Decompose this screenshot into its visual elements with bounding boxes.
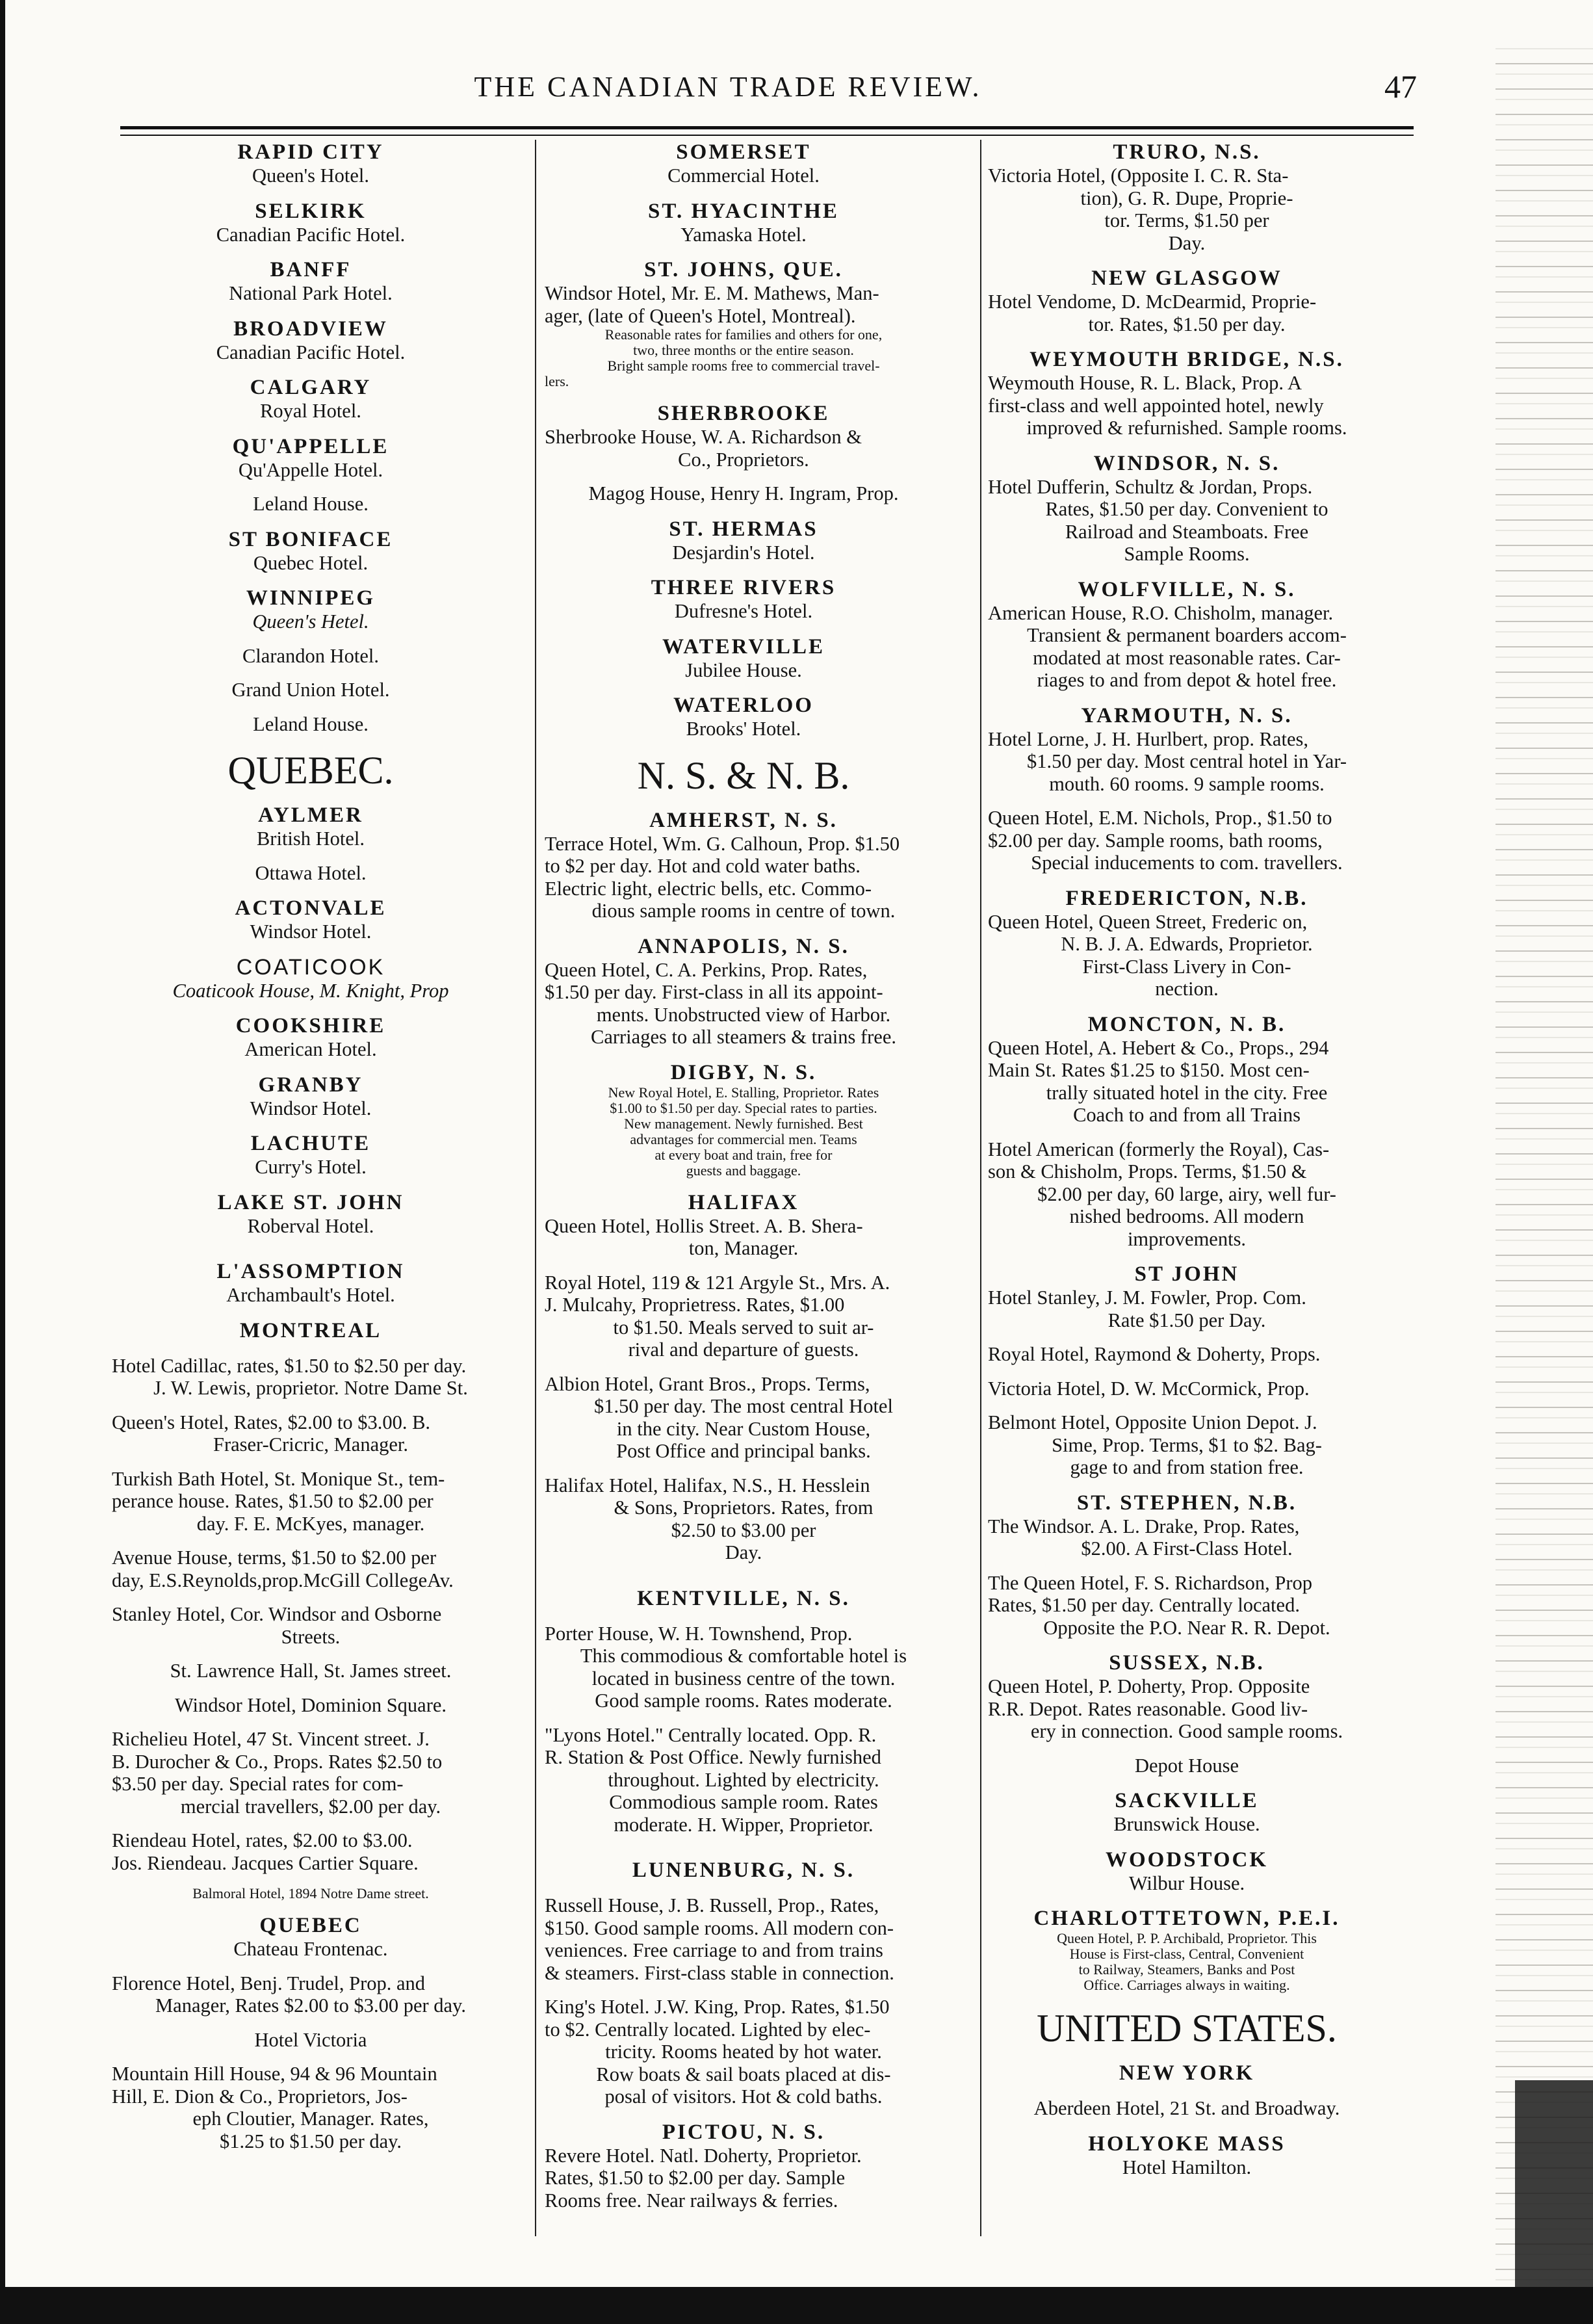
hotel-listing: Hotel Vendome, D. McDearmid, Proprie- <box>988 291 1317 313</box>
hotel-listing: B. Durocher & Co., Props. Rates $2.50 to <box>112 1750 443 1773</box>
hotel-listing: Wilbur House. <box>1128 1872 1245 1894</box>
hotel-listing: Victoria Hotel, D. W. McCormick, Prop. <box>988 1377 1310 1400</box>
hotel-listing: Turkish Bath Hotel, St. Monique St., tem- <box>112 1467 445 1490</box>
hotel-listing: Fraser-Cricric, Manager. <box>213 1433 409 1456</box>
hotel-listing: Hotel Lorne, J. H. Hurlbert, prop. Rates, <box>988 727 1308 750</box>
hotel-listing: American Hotel. <box>244 1038 377 1060</box>
hotel-listing: Aberdeen Hotel, 21 St. and Broadway. <box>1033 2097 1340 2119</box>
page-edge-shadow <box>1496 39 1593 2287</box>
hotel-listing: Roberval Hotel. <box>247 1214 374 1237</box>
hotel-listing: Sample Rooms. <box>1124 543 1250 565</box>
column-divider <box>980 140 981 2236</box>
hotel-listing: Rooms free. Near railways & ferries. <box>545 2189 838 2212</box>
town-heading: WINDSOR, N. S. <box>1093 451 1280 475</box>
hotel-listing: $1.50 per day. Most central hotel in Yar- <box>1026 750 1347 772</box>
hotel-listing: Windsor Hotel, Mr. E. M. Mathews, Man- <box>545 282 879 304</box>
town-heading: NEW GLASGOW <box>1091 267 1282 290</box>
hotel-listing: to $2 per day. Hot and cold water baths. <box>545 855 861 877</box>
hotel-listing: ton, Manager. <box>688 1237 799 1259</box>
town-heading: NEW YORK <box>1119 2061 1255 2085</box>
hotel-listing: Chateau Frontenac. <box>233 1938 388 1960</box>
hotel-listing: Queen Hotel, E.M. Nichols, Prop., $1.50 to <box>988 807 1332 829</box>
town-heading: FREDERICTON, N.B. <box>1065 886 1308 910</box>
hotel-listing: Canadian Pacific Hotel. <box>216 341 406 363</box>
town-heading: ST. JOHNS, QUE. <box>644 258 843 281</box>
hotel-listing: mouth. 60 rooms. 9 sample rooms. <box>1049 772 1325 795</box>
town-heading: ST BONIFACE <box>228 527 393 551</box>
hotel-listing: $1.00 to $1.50 per day. Special rates to parties. <box>610 1099 877 1116</box>
town-heading: WEYMOUTH BRIDGE, N.S. <box>1030 348 1344 371</box>
town-heading: AYLMER <box>258 803 363 827</box>
hotel-listing: $2.00 per day, 60 large, airy, well fur- <box>1037 1182 1336 1205</box>
hotel-listing: The Queen Hotel, F. S. Richardson, Prop <box>988 1571 1313 1594</box>
hotel-listing: nection. <box>1155 978 1219 1000</box>
hotel-listing: Commercial Hotel. <box>667 164 820 187</box>
hotel-listing: & steamers. First-class stable in connection. <box>545 1961 894 1984</box>
hotel-listing: Leland House. <box>253 493 369 515</box>
town-heading: GRANBY <box>258 1073 363 1097</box>
hotel-listing: Avenue House, terms, $1.50 to $2.00 per <box>112 1547 437 1569</box>
hotel-listing: $2.00. A First-Class Hotel. <box>1081 1537 1293 1560</box>
hotel-listing: Riendeau Hotel, rates, $2.00 to $3.00. <box>112 1829 413 1851</box>
hotel-listing: $3.50 per day. Special rates for com- <box>112 1773 404 1795</box>
town-heading: MONCTON, N. B. <box>1087 1012 1286 1036</box>
column-middle <box>545 140 942 2236</box>
hotel-listing: $2.50 to $3.00 per <box>671 1519 816 1541</box>
town-heading: WATERLOO <box>673 694 814 717</box>
hotel-listing: Jubilee House. <box>685 659 802 681</box>
hotel-listing: at every boat and train, free for <box>654 1146 833 1163</box>
hotel-listing: Sime, Prop. Terms, $1 to $2. Bag- <box>1052 1433 1322 1456</box>
hotel-listing: Halifax Hotel, Halifax, N.S., H. Hesslein <box>545 1474 870 1496</box>
hotel-listing: Coaticook House, M. Knight, Prop <box>172 979 449 1002</box>
hotel-listing: R.R. Depot. Rates reasonable. Good liv- <box>988 1697 1308 1720</box>
town-heading: LAKE ST. JOHN <box>217 1190 404 1214</box>
hotel-listing: Florence Hotel, Benj. Trudel, Prop. and <box>112 1972 426 1994</box>
section-heading-united-states: UNITED STATES. <box>1037 2007 1337 2050</box>
hotel-listing: perance house. Rates, $1.50 to $2.00 per <box>112 1490 434 1512</box>
hotel-listing: $1.50 per day. First-class in all its appoint- <box>545 981 883 1003</box>
hotel-listing: Hill, E. Dion & Co., Proprietors, Jos- <box>112 2085 408 2108</box>
hotel-listing: Royal Hotel, Raymond & Doherty, Props. <box>988 1343 1321 1365</box>
hotel-listing: "Lyons Hotel." Centrally located. Opp. R. <box>545 1723 877 1746</box>
hotel-listing: gage to and from station free. <box>1070 1456 1304 1478</box>
hotel-listing: eph Cloutier, Manager. Rates, <box>192 2108 429 2130</box>
hotel-listing: ments. Unobstructed view of Harbor. <box>596 1003 891 1026</box>
hotel-listing: Rates, $1.50 to $2.00 per day. Sample <box>545 2167 846 2189</box>
hotel-listing: Main St. Rates $1.25 to $150. Most cen- <box>988 1059 1310 1081</box>
column-right <box>988 140 1386 2236</box>
hotel-listing: Windsor Hotel. <box>250 920 372 943</box>
page-left-rule <box>0 0 5 2324</box>
hotel-listing: Hotel Dufferin, Schultz & Jordan, Props. <box>988 475 1313 498</box>
hotel-listing: day. F. E. McKyes, manager. <box>196 1512 425 1535</box>
hotel-listing: House is First-class, Central, Convenient <box>1069 1946 1304 1962</box>
hotel-listing: Ottawa Hotel. <box>255 861 367 884</box>
hotel-listing: tor. Rates, $1.50 per day. <box>1088 313 1286 335</box>
hotel-listing: Brooks' Hotel. <box>686 718 801 740</box>
hotel-listing: Day. <box>1168 231 1206 254</box>
town-heading: ST. STEPHEN, N.B. <box>1076 1491 1297 1515</box>
hotel-listing: Carriages to all steamers & trains free. <box>590 1026 897 1048</box>
column-left <box>112 140 510 2236</box>
town-heading: THREE RIVERS <box>651 576 836 599</box>
hotel-listing: British Hotel. <box>256 828 365 850</box>
hotel-listing: The Windsor. A. L. Drake, Prop. Rates, <box>988 1515 1300 1537</box>
hotel-listing: Office. Carriages always in waiting. <box>1083 1977 1290 1993</box>
town-heading: SOMERSET <box>676 140 811 164</box>
town-heading: ANNAPOLIS, N. S. <box>638 934 849 958</box>
town-heading: SACKVILLE <box>1115 1789 1259 1812</box>
town-heading: SHERBROOKE <box>657 402 830 425</box>
hotel-listing: Queen's Hetel. <box>252 610 369 633</box>
hotel-listing: $1.50 per day. The most central Hotel <box>594 1395 893 1417</box>
hotel-listing: Magog House, Henry H. Ingram, Prop. <box>588 482 899 504</box>
hotel-listing: son & Chisholm, Props. Terms, $1.50 & <box>988 1160 1307 1182</box>
hotel-listing: Dufresne's Hotel. <box>674 600 813 622</box>
hotel-listing: Queen Hotel, A. Hebert & Co., Props., 294 <box>988 1036 1329 1059</box>
town-heading: QUEBEC <box>259 1914 362 1937</box>
hotel-listing: rival and departure of guests. <box>628 1338 859 1361</box>
hotel-listing: Depot House <box>1134 1754 1239 1777</box>
town-heading: MONTREAL <box>239 1318 382 1342</box>
page-number: 47 <box>1384 68 1417 105</box>
hotel-listing: tion), G. R. Dupe, Proprie- <box>1080 187 1293 209</box>
town-heading: DIGBY, N. S. <box>670 1060 817 1084</box>
town-heading: HALIFAX <box>688 1190 799 1214</box>
town-heading: SELKIRK <box>255 199 367 223</box>
hotel-listing: Archambault's Hotel. <box>226 1284 395 1306</box>
hotel-listing: This commodious & comfortable hotel is <box>580 1645 907 1667</box>
hotel-listing: two, three months or the entire season. <box>633 342 854 358</box>
hotel-listing: Windsor Hotel. <box>250 1097 372 1119</box>
running-head <box>26 59 1430 111</box>
hotel-listing: Transient & permanent boarders accom- <box>1027 624 1347 646</box>
hotel-listing: $2.00 per day. Sample rooms, bath rooms, <box>988 829 1323 852</box>
hotel-listing: Post Office and principal banks. <box>616 1440 871 1462</box>
section-heading-quebec: QUEBEC. <box>227 749 394 792</box>
hotel-listing: Balmoral Hotel, 1894 Notre Dame street. <box>192 1885 429 1901</box>
hotel-listing: Victoria Hotel, (Opposite I. C. R. Sta- <box>988 164 1289 187</box>
page-title: THE CANADIAN TRADE REVIEW. <box>474 71 982 103</box>
town-heading: ACTONVALE <box>235 896 387 920</box>
town-heading: ST JOHN <box>1134 1262 1239 1286</box>
hotel-listing: Queen's Hotel, Rates, $2.00 to $3.00. B. <box>112 1411 431 1433</box>
hotel-listing: Russell House, J. B. Russell, Prop., Rates, <box>545 1894 879 1916</box>
hotel-listing: Row boats & sail boats placed at dis- <box>596 2063 891 2085</box>
hotel-listing: Queen Hotel, P. Doherty, Prop. Opposite <box>988 1675 1310 1697</box>
town-heading: LUNENBURG, N. S. <box>632 1859 855 1882</box>
hotel-listing: $1.25 to $1.50 per day. <box>219 2130 402 2152</box>
hotel-listing: Queen's Hotel. <box>252 164 369 187</box>
hotel-listing: Railroad and Steamboats. Free <box>1065 520 1309 543</box>
town-heading: WATERVILLE <box>662 634 825 659</box>
town-heading: QU'APPELLE <box>232 434 389 458</box>
hotel-listing: $150. Good sample rooms. All modern con- <box>545 1916 894 1939</box>
hotel-listing: Richelieu Hotel, 47 St. Vincent street. J. <box>112 1728 430 1750</box>
section-heading-ns-nb: N. S. & N. B. <box>637 753 850 797</box>
hotel-listing: R. Station & Post Office. Newly furnished <box>545 1746 881 1768</box>
hotel-listing: day, E.S.Reynolds,prop.McGill CollegeAv. <box>112 1569 454 1591</box>
hotel-listing: moderate. H. Wipper, Proprietor. <box>614 1813 874 1836</box>
hotel-listing: Hotel Victoria <box>254 2028 367 2051</box>
hotel-listing: Weymouth House, R. L. Black, Prop. A <box>988 372 1302 394</box>
hotel-listing: Mountain Hill House, 94 & 96 Mountain <box>112 2063 437 2085</box>
hotel-listing: guests and baggage. <box>686 1162 801 1179</box>
town-heading: AMHERST, N. S. <box>649 808 838 832</box>
hotel-listing: Terrace Hotel, Wm. G. Calhoun, Prop. $1.50 <box>545 832 900 855</box>
town-heading: L'ASSOMPTION <box>216 1260 405 1283</box>
hotel-listing: throughout. Lighted by electricity. <box>608 1768 879 1791</box>
town-heading: WOLFVILLE, N. S. <box>1078 577 1296 601</box>
hotel-listing: to Railway, Steamers, Banks and Post <box>1078 1961 1295 1978</box>
town-heading: TRURO, N.S. <box>1113 140 1261 164</box>
hotel-listing: Brunswick House. <box>1113 1813 1260 1835</box>
hotel-listing: nished bedrooms. All modern <box>1069 1205 1304 1227</box>
hotel-listing: Queen Hotel, C. A. Perkins, Prop. Rates, <box>545 958 868 981</box>
hotel-listing: J. W. Lewis, proprietor. Notre Dame St. <box>153 1377 468 1399</box>
hotel-listing: ager, (late of Queen's Hotel, Montreal). <box>545 304 856 327</box>
town-heading: KENTVILLE, N. S. <box>637 1586 850 1610</box>
hotel-listing: mercial travellers, $2.00 per day. <box>180 1795 441 1818</box>
hotel-listing: King's Hotel. J.W. King, Prop. Rates, $1.50 <box>545 1996 890 2018</box>
hotel-listing: Queen Hotel, P. P. Archibald, Proprietor. This <box>1057 1930 1317 1946</box>
hotel-listing: & Sons, Proprietors. Rates, from <box>614 1496 874 1519</box>
hotel-listing: Rates, $1.50 per day. Convenient to <box>1045 498 1328 520</box>
hotel-listing: Rates, $1.50 per day. Centrally located. <box>988 1594 1300 1616</box>
hotel-listing: N. B. J. A. Edwards, Proprietor. <box>1061 933 1313 955</box>
hotel-listing: New Royal Hotel, E. Stalling, Proprietor. Rates <box>608 1084 879 1101</box>
hotel-listing: to $1.50. Meals served to suit ar- <box>613 1316 874 1338</box>
hotel-listing: in the city. Near Custom House, <box>616 1417 871 1440</box>
hotel-listing: veniences. Free carriage to and from trains <box>545 1939 883 1961</box>
hotel-listing: Albion Hotel, Grant Bros., Props. Terms, <box>545 1372 870 1395</box>
hotel-listing: Revere Hotel. Natl. Doherty, Proprietor. <box>545 2144 862 2167</box>
town-heading: WOODSTOCK <box>1105 1847 1269 1872</box>
town-heading: CALGARY <box>250 376 372 399</box>
town-heading: ST. HYACINTHE <box>648 199 839 223</box>
hotel-listing: First-Class Livery in Con- <box>1082 955 1291 978</box>
town-heading: BANFF <box>270 258 352 281</box>
hotel-listing: National Park Hotel. <box>229 282 393 304</box>
hotel-listing: Reasonable rates for families and others for one, <box>604 326 883 343</box>
hotel-listing: Hotel Stanley, J. M. Fowler, Prop. Com. <box>988 1286 1306 1309</box>
hotel-listing: Curry's Hotel. <box>255 1156 367 1178</box>
hotel-listing: trally situated hotel in the city. Free <box>1046 1081 1328 1104</box>
hotel-listing: Canadian Pacific Hotel. <box>216 223 406 246</box>
hotel-listing: dious sample rooms in centre of town. <box>591 900 896 922</box>
hotel-listing: Porter House, W. H. Townshend, Prop. <box>545 1622 853 1645</box>
hotel-listing: lers. <box>545 373 569 389</box>
hotel-listing: Opposite the P.O. Near R. R. Depot. <box>1043 1616 1330 1639</box>
hotel-listing: improved & refurnished. Sample rooms. <box>1026 417 1347 439</box>
hotel-listing: Rate $1.50 per Day. <box>1107 1309 1266 1331</box>
hotel-listing: St. Lawrence Hall, St. James street. <box>170 1660 452 1682</box>
hotel-listing: Day. <box>725 1541 762 1563</box>
hotel-listing: posal of visitors. Hot & cold baths. <box>604 2085 883 2108</box>
hotel-listing: Co., Proprietors. <box>678 448 809 471</box>
hotel-listing: Sherbrooke House, W. A. Richardson & <box>545 426 862 448</box>
town-heading: COATICOOK <box>236 954 385 980</box>
page-edge-dark-corner <box>1515 2080 1593 2287</box>
column-divider <box>535 140 536 2236</box>
hotel-listing: Quebec Hotel. <box>253 551 369 574</box>
hotel-listing: modated at most reasonable rates. Car- <box>1033 646 1341 669</box>
hotel-listing: Special inducements to com. travellers. <box>1031 852 1343 874</box>
hotel-listing: Belmont Hotel, Opposite Union Depot. J. <box>988 1411 1317 1433</box>
town-heading: LACHUTE <box>250 1132 371 1155</box>
hotel-listing: Commodious sample room. Rates <box>609 1791 878 1813</box>
hotel-listing: tricity. Rooms heated by hot water. <box>605 2041 882 2063</box>
hotel-listing: Queen Hotel, Hollis Street. A. B. Shera- <box>545 1214 863 1237</box>
hotel-listing: Clarandon Hotel. <box>242 644 380 667</box>
hotel-listing: Stanley Hotel, Cor. Windsor and Osborne <box>112 1603 442 1625</box>
hotel-listing: New management. Newly furnished. Best <box>624 1115 863 1132</box>
hotel-listing: Desjardin's Hotel. <box>672 541 815 564</box>
hotel-listing: Streets. <box>281 1625 341 1648</box>
hotel-listing: Queen Hotel, Queen Street, Frederic on, <box>988 910 1308 933</box>
hotel-listing: improvements. <box>1127 1227 1247 1250</box>
hotel-listing: Electric light, electric bells, etc. Commo- <box>545 877 872 900</box>
hotel-listing: Hotel Cadillac, rates, $1.50 to $2.50 per day. <box>112 1354 467 1377</box>
hotel-listing: Coach to and from all Trains <box>1073 1104 1301 1126</box>
hotel-listing: American House, R.O. Chisholm, manager. <box>988 601 1334 624</box>
hotel-listing: ery in connection. Good sample rooms. <box>1030 1720 1343 1742</box>
hotel-listing: Hotel American (formerly the Royal), Cas- <box>988 1138 1330 1160</box>
town-heading: HOLYOKE MASS <box>1088 2132 1286 2156</box>
hotel-listing: located in business centre of the town. <box>591 1667 896 1690</box>
hotel-listing: first-class and well appointed hotel, newly <box>988 394 1324 417</box>
hotel-listing: Qu'Appelle Hotel. <box>238 458 383 481</box>
hotel-listing: to $2. Centrally located. Lighted by elec- <box>545 2018 871 2041</box>
town-heading: PICTOU, N. S. <box>662 2120 825 2144</box>
hotel-listing: Manager, Rates $2.00 to $3.00 per day. <box>155 1994 466 2017</box>
hotel-listing: Grand Union Hotel. <box>231 679 390 701</box>
hotel-listing: Royal Hotel, 119 & 121 Argyle St., Mrs. A. <box>545 1271 890 1294</box>
hotel-listing: Hotel Hamilton. <box>1122 2156 1252 2178</box>
hotel-listing: Bright sample rooms free to commercial travel- <box>607 358 880 374</box>
hotel-listing: tor. Terms, $1.50 per <box>1104 209 1269 231</box>
town-heading: YARMOUTH, N. S. <box>1081 703 1293 727</box>
hotel-listing: Leland House. <box>253 712 369 735</box>
hotel-listing: advantages for commercial men. Teams <box>630 1130 857 1147</box>
hotel-listing: Yamaska Hotel. <box>680 223 807 246</box>
hotel-listing: riages to and from depot & hotel free. <box>1037 669 1337 691</box>
town-heading: ST. HERMAS <box>669 517 818 541</box>
header-double-rule <box>120 126 1414 136</box>
hotel-listing: Royal Hotel. <box>260 400 361 422</box>
town-heading: COOKSHIRE <box>235 1014 386 1038</box>
hotel-listing: Good sample rooms. Rates moderate. <box>595 1690 892 1712</box>
town-heading: CHARLOTTETOWN, P.E.I. <box>1033 1907 1340 1930</box>
town-heading: RAPID CITY <box>237 140 384 164</box>
town-heading: BROADVIEW <box>233 317 388 341</box>
page-bottom-band <box>0 2287 1593 2324</box>
hotel-listing: J. Mulcahy, Proprietress. Rates, $1.00 <box>545 1294 845 1316</box>
hotel-listing: Windsor Hotel, Dominion Square. <box>174 1693 447 1716</box>
town-heading: SUSSEX, N.B. <box>1109 1651 1265 1675</box>
hotel-listing: Jos. Riendeau. Jacques Cartier Square. <box>112 1851 419 1874</box>
town-heading: WINNIPEG <box>246 586 376 610</box>
